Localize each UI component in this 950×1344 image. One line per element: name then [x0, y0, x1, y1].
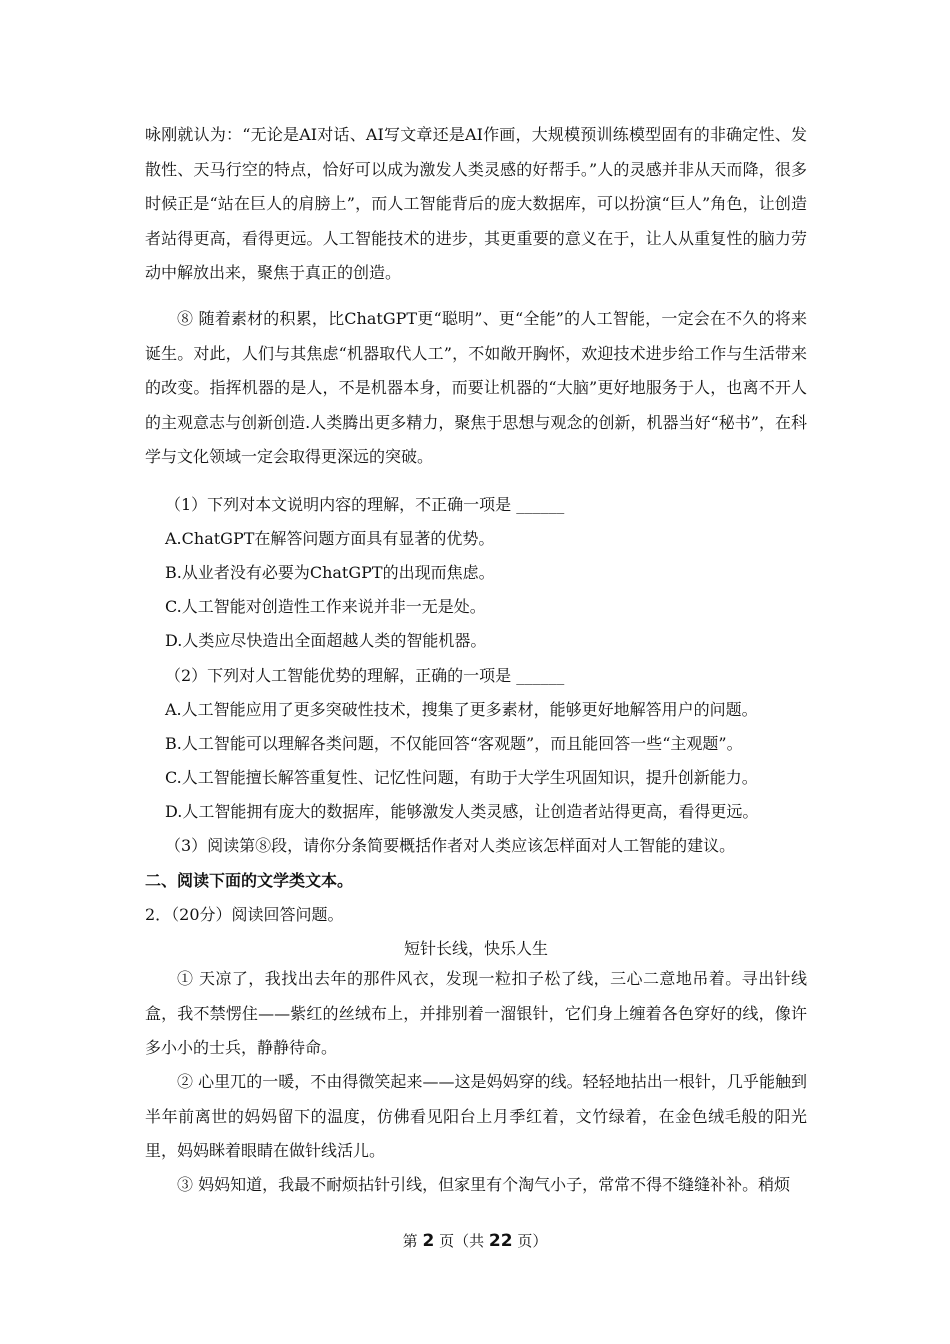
footer-prefix: 第 — [402, 1232, 418, 1250]
question-1-option-d: D.人类应尽快造出全面超越人类的智能机器。 — [165, 631, 487, 650]
paragraph-8: ⑧ 随着素材的积累，比ChatGPT更“聪明”、更“全能”的人工智能，一定会在不久的将来诞生。对此，人们与其焦虑“机器取代人工”，不如敞开胸怀，欢迎技术进步给工作与生活带来的改变。指挥机器的是人，不是机器本身，而要让机器的“大脑”更好地服务于人，也离不开人的主观意志与创新创造.人类腾出更多精力，聚焦于思想与观念的创新，机器当好“秘书”，在科学与文化领域一定会取得更深远的突破。 — [145, 309, 807, 466]
essay-paragraph-3: ③ 妈妈知道，我最不耐烦拈针引线，但家里有个淘气小子，常常不得不缝缝补补。稍烦 — [177, 1175, 791, 1194]
essay-title: 短针长线，快乐人生 — [403, 939, 548, 958]
question-2-stem: （2）下列对人工智能优势的理解，正确的一项是 ______ — [165, 666, 565, 685]
page-footer — [0, 1230, 950, 1251]
question-2-header: 2．（20分）阅读回答问题。 — [145, 905, 344, 924]
question-1-option-c: C.人工智能对创造性工作来说并非一无是处。 — [165, 597, 486, 616]
footer-page-number: 2 — [422, 1231, 435, 1251]
essay-paragraph-1: ① 天凉了，我找出去年的那件风衣，发现一粒扣子松了线，三心二意地吊着。寻出针线盒，我不禁愣住——紫红的丝绒布上，并排别着一溜银针，它们身上缠着各色穿好的线，像许多小小的士兵，静静待命。 — [145, 969, 807, 1057]
footer-total-pages: 22 — [488, 1231, 513, 1251]
question-2-option-c: C.人工智能擅长解答重复性、记忆性问题，有助于大学生巩固知识，提升创新能力。 — [165, 768, 758, 787]
question-1-stem: （1）下列对本文说明内容的理解，不正确一项是 ______ — [165, 495, 565, 514]
question-1-option-b: B.从业者没有必要为ChatGPT的出现而焦虑。 — [165, 563, 495, 582]
question-2-option-a: A.人工智能应用了更多突破性技术，搜集了更多素材，能够更好地解答用户的问题。 — [165, 700, 758, 719]
paragraph-7-continued: 咏刚就认为：“无论是AI对话、AI写文章还是AI作画，大规模预训练模型固有的非确定性、发散性、天马行空的特点，恰好可以成为激发人类灵感的好帮手。”人的灵感并非从天而降，很多时候正是“站在巨人的肩膀上”，而人工智能背后的庞大数据库，可以扮演“巨人”角色，让创造者站得更高，看得更远。人工智能技术的进步，其更重要的意义在于，让人从重复性的脑力劳动中解放出来，聚焦于真正的创造。 — [145, 125, 807, 282]
essay-paragraph-2: ② 心里兀的一暖，不由得微笑起来——这是妈妈穿的线。轻轻地拈出一根针，几乎能触到半年前离世的妈妈留下的温度，仿佛看见阳台上月季红着，文竹绿着，在金色绒毛般的阳光里，妈妈眯着眼睛在做针线活儿。 — [145, 1072, 807, 1160]
section-2-heading: 二、阅读下面的文学类文本。 — [145, 871, 354, 890]
question-2-option-b: B.人工智能可以理解各类问题，不仅能回答“客观题”，而且能回答一些“主观题”。 — [165, 734, 743, 753]
question-1-option-a: A.ChatGPT在解答问题方面具有显著的优势。 — [165, 529, 495, 548]
footer-middle: 页（共 — [439, 1232, 485, 1250]
footer-suffix: 页） — [517, 1232, 548, 1250]
question-3-stem: （3）阅读第⑧段，请你分条简要概括作者对人类应该怎样面对人工智能的建议。 — [165, 836, 736, 855]
question-2-option-d: D.人工智能拥有庞大的数据库，能够激发人类灵感，让创造者站得更高，看得更远。 — [165, 802, 759, 821]
